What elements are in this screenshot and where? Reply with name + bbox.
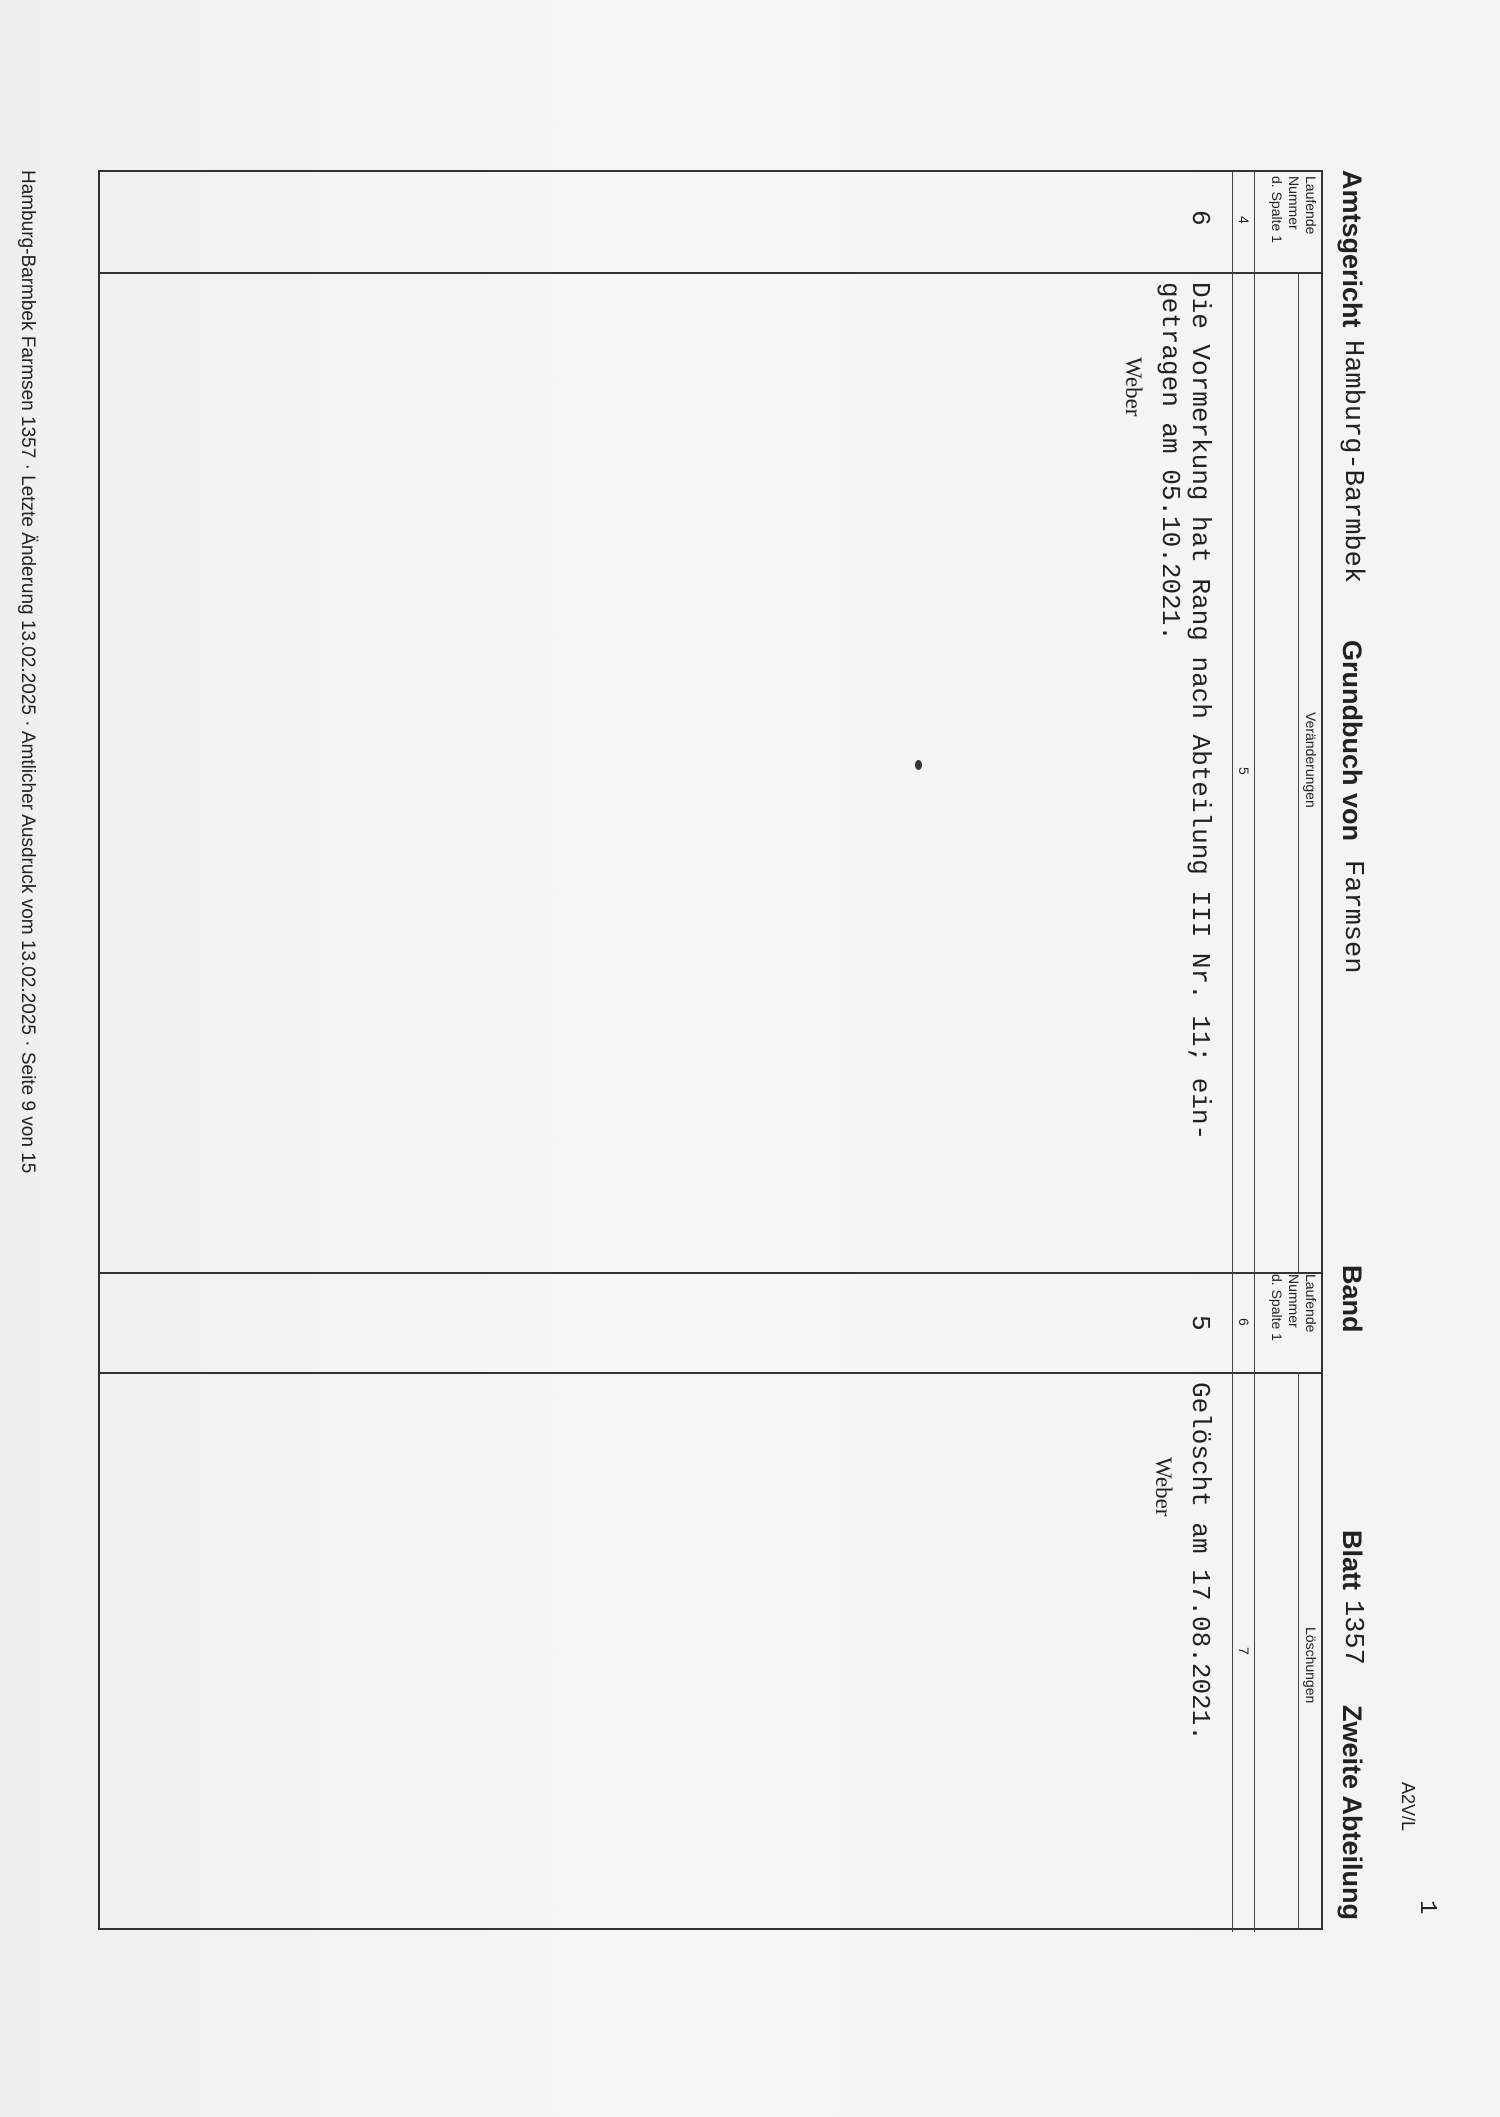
ink-speck — [915, 760, 922, 770]
register-label: Grundbuch von — [1337, 640, 1367, 841]
column-number-divider — [1232, 172, 1233, 1932]
column-divider — [100, 272, 1321, 274]
printout-footer: Hamburg-Barmbek Farmsen 1357 · Letzte Änderung 13.02.2025 · Amtlicher Ausdruck vom 13.02.2025 · Seite 9 von 15 — [17, 170, 38, 1174]
column-number-6: 6 — [1236, 1318, 1252, 1326]
sheet-label: Blatt — [1337, 1530, 1367, 1590]
column-number-5: 5 — [1236, 767, 1252, 775]
register-name: Farmsen — [1337, 860, 1367, 974]
header-divider — [1254, 172, 1255, 1932]
deletion-entry-text: Gelöscht am 17.08.2021. — [1185, 1382, 1215, 1741]
page-number: 1 — [1413, 1900, 1440, 1915]
change-signature: Weber — [1121, 357, 1146, 417]
section-title: Zweite Abteilung — [1337, 1705, 1367, 1920]
register-table — [98, 170, 1323, 1930]
court-name: Hamburg-Barmbek — [1337, 340, 1367, 584]
deletion-signature: Weber — [1151, 1457, 1176, 1517]
column-number-4: 4 — [1236, 216, 1252, 224]
page-header — [1325, 170, 1375, 1930]
change-entry-text: Die Vormerkung hat Rang nach Abteilung III Nr. 11; ein- getragen am 05.10.2021. — [1155, 282, 1215, 1141]
court-label: Amtsgericht — [1337, 170, 1367, 328]
left-number-header: Laufende Nummer d. Spalte 1 — [1269, 176, 1319, 243]
changes-header: Veränderungen — [1303, 712, 1319, 808]
changes-header-divider — [1298, 272, 1299, 1272]
change-reference-number: 6 — [1185, 210, 1215, 226]
column-divider — [100, 1272, 1321, 1274]
column-divider — [100, 1372, 1321, 1374]
column-number-7: 7 — [1236, 1647, 1252, 1655]
right-number-header: Laufende Nummer d. Spalte 1 — [1269, 1274, 1319, 1341]
volume-label: Band — [1337, 1265, 1367, 1333]
deletions-header-divider — [1298, 1372, 1299, 1930]
deletion-reference-number: 5 — [1185, 1315, 1215, 1331]
form-code: A2V/L — [1398, 1782, 1418, 1832]
sheet-number: 1357 — [1337, 1600, 1367, 1665]
deletions-header: Löschungen — [1303, 1627, 1319, 1704]
rotated-register-page — [100, 170, 1375, 1930]
